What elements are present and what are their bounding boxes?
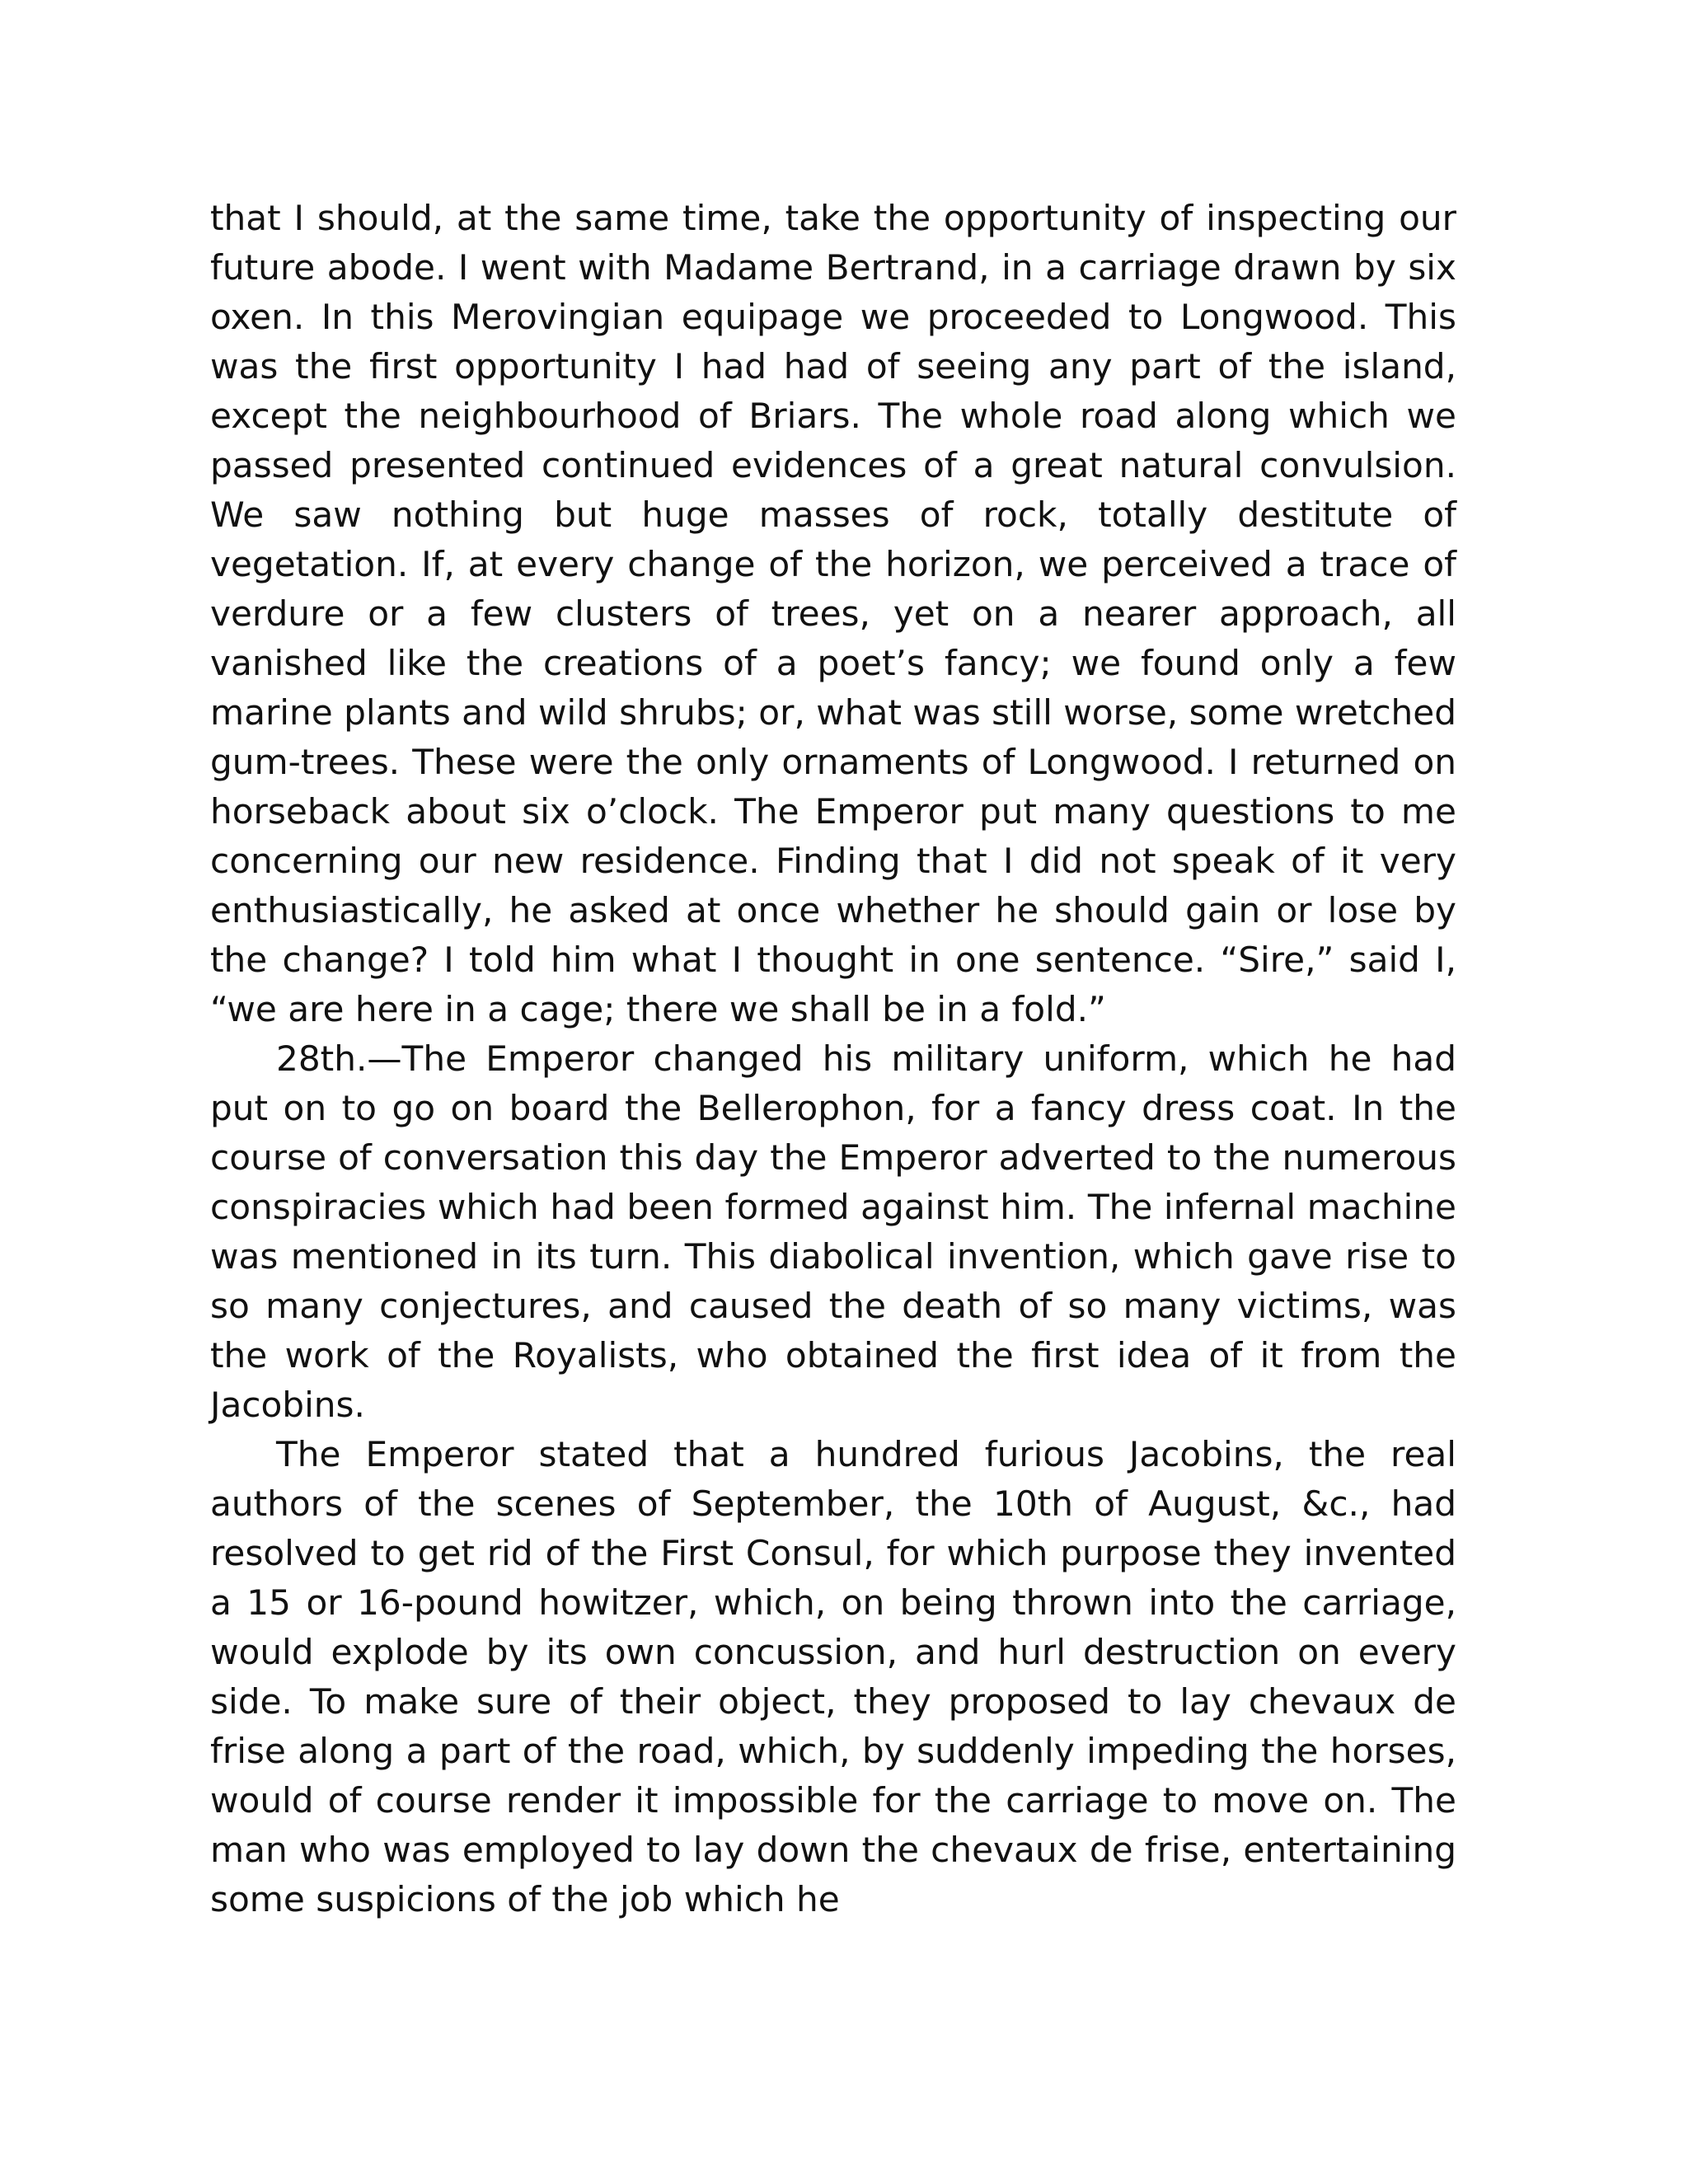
paragraph-jacobin-plot: The Emperor stated that a hundred furious Jacobins, the real authors of the scenes of September, the 10th of August, &c., had resolved to get rid of the First Consul, for which purpose they invented a 15 or 16-pound howitzer, which, on being thrown into the carriage, would explode by its own concussion, and hurl destruction on every side. To make sure of their object, they proposed to lay chevaux de frise along a part of the road, which, by suddenly impeding the horses, would of course render it impossible for the carriage to move on. The man who was employed to lay down the chevaux de frise, entertaining some suspicions of the job which he [210, 1434, 1456, 1919]
paragraph-longwood-visit: that I should, at the same time, take the opportunity of inspecting our future abode. I went with Madame Bertrand, in a carriage drawn by six oxen. In this Merovingian equipage we proceeded to Longwood. This was the first opportunity I had had of seeing any part of the island, except the neighbourhood of Briars. The whole road along which we passed presented continued evidences of a great natural convulsion. We saw nothing but huge masses of rock, totally destitute of vegetation. If, at every change of the horizon, we perceived a trace of verdure or a few clusters of trees, yet on a nearer approach, all vanished like the creations of a poet’s fancy; we found only a few marine plants and wild shrubs; or, what was still worse, some wretched gum-trees. These were the only ornaments of Longwood. I returned on horseback about six o’clock. The Emperor put many questions to me concerning our new residence. Finding that I did not speak of it very enthusiastically, he asked at once whether he should gain or lose by the change? I told him what I thought in one sentence. “Sire,” said I, “we are here in a cage; there we shall be in a fold.” [210, 198, 1456, 1029]
page-text [210, 194, 1456, 1924]
paragraph-28th-conspiracies: 28th.—The Emperor changed his military uniform, which he had put on to go on board the Bellerophon, for a fancy dress coat. In the course of conversation this day the Emperor adverted to the numerous conspiracies which had been formed against him. The infernal machine was mentioned in its turn. This diabolical invention, which gave rise to so many conjectures, and caused the death of so many victims, was the work of the Royalists, who obtained the first idea of it from the Jacobins. [210, 1038, 1456, 1425]
